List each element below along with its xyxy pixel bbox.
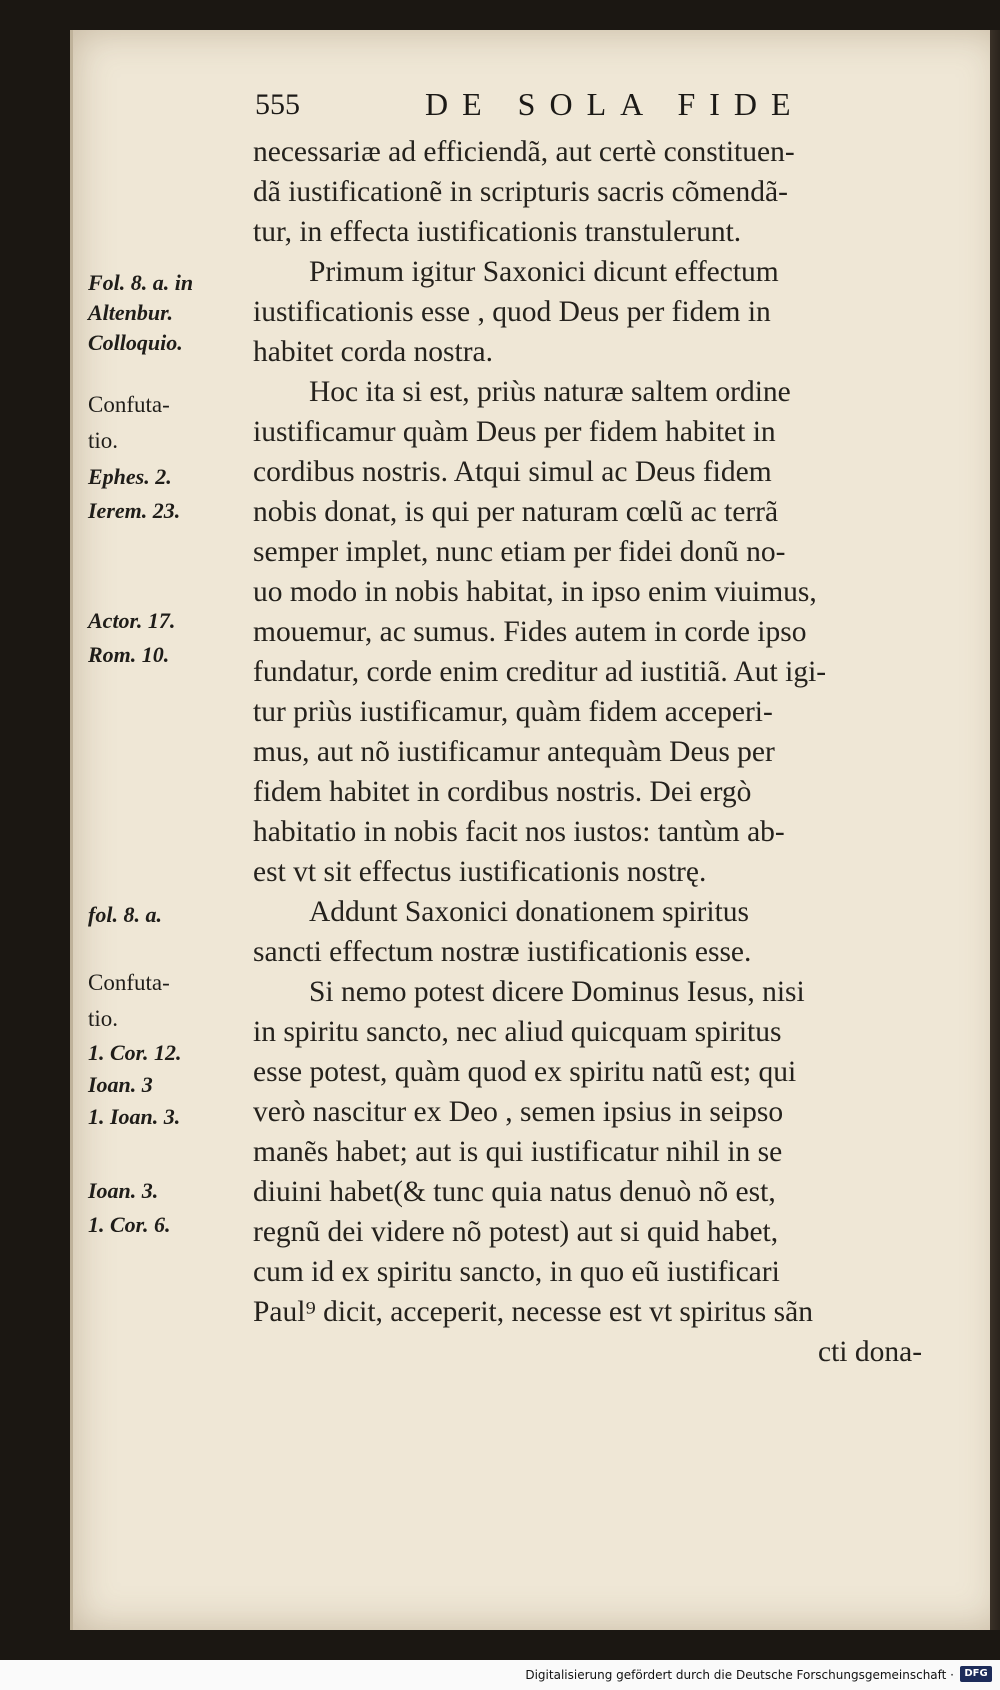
text-line: habitet corda nostra.: [253, 336, 494, 368]
margin-note: 1. Cor. 6.: [88, 1212, 171, 1237]
text-line: in spiritu sancto, nec aliud quicquam spiritus: [253, 1016, 782, 1048]
text-line: habitatio in nobis facit nos iustos: tantùm ab-: [253, 816, 785, 848]
text-line: cum id ex spiritu sancto, in quo eũ iustificari: [253, 1256, 780, 1288]
text-line: uo modo in nobis habitat, in ipso enim viuimus,: [253, 576, 817, 608]
margin-note: Altenbur.: [88, 300, 173, 325]
text-line: iustificationis esse , quod Deus per fidem in: [253, 296, 771, 328]
text-line: mouemur, ac sumus. Fides autem in corde ipso: [253, 616, 807, 648]
text-line: Addunt Saxonici donationem spiritus: [309, 896, 750, 928]
text-line: sancti effectum nostræ iustificationis esse.: [253, 936, 752, 968]
text-line: mus, aut nõ iustificamur antequàm Deus per: [253, 736, 775, 768]
margin-note: Actor. 17.: [88, 608, 176, 633]
text-line: Primum igitur Saxonici dicunt effectum: [309, 256, 779, 288]
margin-note: tio.: [88, 1006, 119, 1031]
digitization-footer: [0, 1660, 1000, 1690]
text-line: Hoc ita si est, priùs naturæ saltem ordine: [309, 376, 791, 408]
margin-note: Confuta-: [88, 970, 170, 995]
margin-note: tio.: [88, 428, 119, 453]
margin-note: 1. Ioan. 3.: [88, 1104, 181, 1129]
text-line: iustificamur quàm Deus per fidem habitet in: [253, 416, 776, 448]
running-head: DE SOLA FIDE: [425, 86, 805, 122]
text-line: tur, in effecta iustificationis transtulerunt.: [253, 216, 742, 248]
margin-note: 1. Cor. 12.: [88, 1040, 182, 1065]
text-line: manẽs habet; aut is qui iustificatur nihil in se: [253, 1136, 783, 1168]
margin-note: Confuta-: [88, 392, 170, 417]
page-number: 555: [255, 88, 300, 121]
text-line: dã iustificationẽ in scripturis sacris cõmendã-: [253, 176, 788, 208]
page-edge: [990, 30, 1000, 1630]
text-line: regnũ dei videre nõ potest) aut si quid habet,: [253, 1216, 779, 1248]
margin-note: fol. 8. a.: [88, 902, 162, 927]
margin-note: Ierem. 23.: [88, 498, 181, 523]
text-line: Si nemo potest dicere Dominus Iesus, nisi: [309, 976, 805, 1008]
funding-credit: Digitalisierung gefördert durch die Deutsche Forschungsgemeinschaft ·: [525, 1668, 954, 1682]
text-line: tur priùs iustificamur, quàm fidem acceperi-: [253, 696, 773, 728]
text-line: est vt sit effectus iustificationis nostrę.: [253, 856, 707, 888]
text-line: esse potest, quàm quod ex spiritu natũ est; qui: [253, 1056, 797, 1088]
text-line: fidem habitet in cordibus nostris. Dei ergò: [253, 776, 752, 808]
page-header: [255, 88, 855, 128]
text-line: necessariæ ad efficiendã, aut certè constituen-: [253, 136, 795, 168]
margin-note: Ioan. 3.: [88, 1178, 159, 1203]
text-line: fundatur, corde enim creditur ad iustitiã. Aut igi-: [253, 656, 827, 688]
dfg-logo: DFG: [960, 1666, 992, 1682]
margin-note: Rom. 10.: [88, 642, 170, 667]
text-line: Paul⁹ dicit, acceperit, necesse est vt spiritus sãn: [253, 1296, 813, 1328]
text-line: cordibus nostris. Atqui simul ac Deus fidem: [253, 456, 772, 488]
text-line: semper implet, nunc etiam per fidei donũ no-: [253, 536, 786, 568]
text-line: nobis donat, is qui per naturam cœlũ ac terrã: [253, 496, 779, 528]
catchword: cti dona-: [818, 1336, 923, 1368]
text-line: diuini habet(& tunc quia natus denuò nõ est,: [253, 1176, 776, 1208]
margin-note: Colloquio.: [88, 330, 183, 355]
margin-note: Fol. 8. a. in: [88, 270, 194, 295]
text-line: verò nascitur ex Deo , semen ipsius in seipso: [253, 1096, 784, 1128]
margin-note: Ephes. 2.: [88, 464, 172, 489]
margin-note: Ioan. 3: [88, 1072, 153, 1097]
